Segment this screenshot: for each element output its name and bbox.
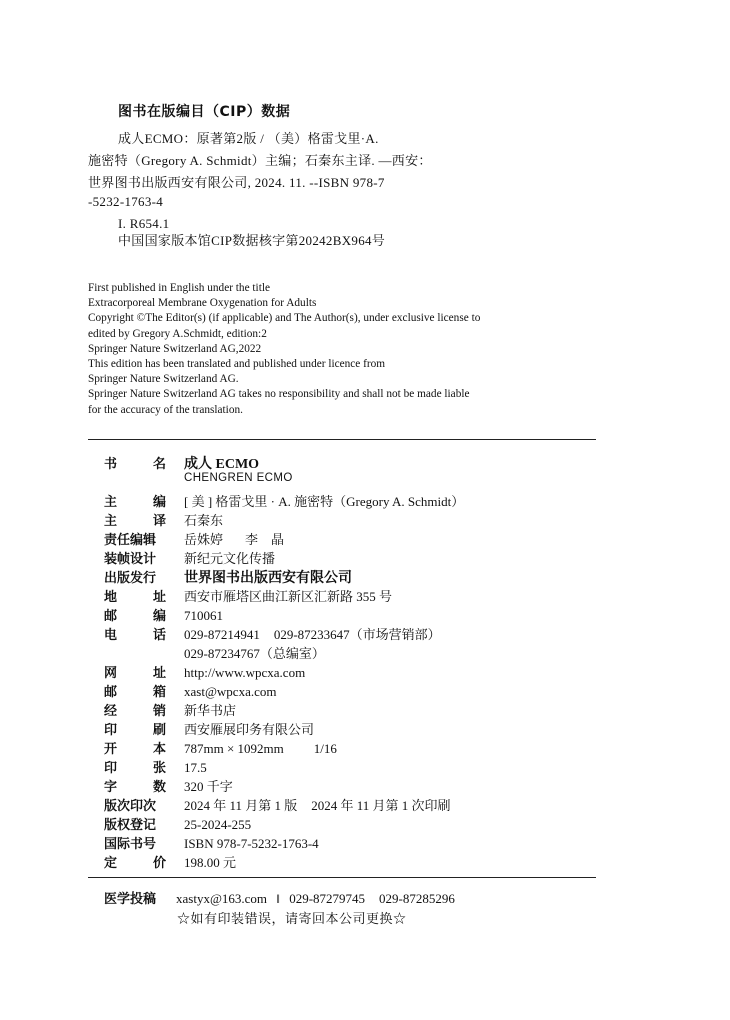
info-label: 电 话 (104, 628, 166, 643)
cip-classification: I. R654.1 (118, 216, 170, 231)
info-label: 开 本 (104, 742, 166, 757)
info-row-copyright-reg (104, 814, 464, 833)
contribution-phone-2: 029-87285296 (379, 891, 455, 906)
info-row-phone-cont (104, 643, 464, 662)
edition-value: 2024 年 11 月第 1 版 (184, 798, 298, 813)
info-row-distributor (104, 700, 464, 719)
info-label: 经 销 (104, 704, 166, 719)
copyright-reg-value: 25-2024-255 (184, 817, 252, 832)
copyright-line: Extracorporeal Membrane Oxygenation for Adults (88, 297, 317, 310)
translator-value: 石秦东 (184, 513, 224, 528)
cip-title: 图书在版编目（CIP）数据 (118, 104, 291, 120)
info-row-sheets (104, 757, 464, 776)
copyright-line: Springer Nature Switzerland AG takes no responsibility and shall not be made liable (88, 388, 470, 401)
cip-line-2: 施密特（Gregory A. Schmidt）主编；石秦东主译. —西安： (88, 153, 432, 168)
info-label: 装帧设计 (104, 552, 157, 567)
info-row-isbn (104, 833, 464, 852)
address-value: 西安市雁塔区曲江新区汇新路 355 号 (184, 589, 393, 604)
info-row-printer (104, 719, 464, 738)
info-row-format (104, 738, 464, 757)
info-label: 字 数 (104, 780, 166, 795)
info-label: 邮 编 (104, 609, 166, 624)
info-label: 印 张 (104, 761, 166, 776)
info-row-address (104, 586, 464, 605)
contribution-row (104, 888, 455, 907)
sheets-value: 17.5 (184, 760, 207, 775)
responsible-editor-1: 岳姝婷 (184, 532, 224, 547)
contribution-phone-1: 029-87279745 (289, 891, 366, 906)
copyright-line: for the accuracy of the translation. (88, 403, 243, 416)
info-row-words (104, 776, 464, 795)
info-row-title (104, 453, 464, 472)
info-row-postcode (104, 605, 464, 624)
info-row-publisher (104, 567, 464, 586)
info-label: 网 址 (104, 666, 166, 681)
contribution-label: 医学投稿 (104, 892, 157, 907)
responsible-editor-2: 李 晶 (245, 532, 285, 547)
book-title: 成人 ECMO (184, 457, 260, 472)
words-value: 320 千字 (184, 779, 233, 794)
info-row-email (104, 681, 464, 700)
info-label: 出版发行 (104, 571, 157, 586)
info-label: 版权登记 (104, 818, 157, 833)
divider-bottom (88, 877, 596, 878)
copyright-line: Copyright ©The Editor(s) (if applicable) and The Author(s), under exclusive license to (88, 312, 481, 325)
format-fold: 1/16 (313, 741, 337, 756)
info-row-pinyin (104, 472, 464, 491)
info-label: 主 编 (104, 495, 166, 510)
info-row-translator (104, 510, 464, 529)
info-row-price (104, 852, 464, 871)
isbn-value: ISBN 978-7-5232-1763-4 (184, 836, 319, 851)
copyright-line: First published in English under the title (88, 282, 270, 294)
postcode-value: 710061 (184, 608, 223, 623)
info-label: 定 价 (104, 856, 166, 871)
email-link[interactable]: xast@wpcxa.com (184, 684, 277, 699)
info-row-responsible-editor (104, 529, 464, 548)
design-value: 新纪元文化传播 (184, 551, 276, 566)
info-label: 版次印次 (104, 799, 157, 814)
price-value: 198.00 元 (184, 855, 237, 870)
divider-top (88, 439, 596, 440)
website-link[interactable]: http://www.wpcxa.com (184, 665, 306, 680)
info-label: 印 刷 (104, 723, 166, 738)
info-label: 国际书号 (104, 837, 157, 852)
contribution-separator: ‖ (276, 891, 280, 906)
book-title-pinyin: CHENGREN ECMO (184, 472, 293, 484)
copyright-line: This edition has been translated and published under licence from (88, 358, 386, 371)
info-label: 地 址 (104, 590, 166, 605)
distributor-value: 新华书店 (184, 703, 237, 718)
info-label: 邮 箱 (104, 685, 166, 700)
book-info-table (104, 453, 464, 871)
printer-value: 西安雁展印务有限公司 (184, 722, 315, 737)
info-label: 书 名 (104, 457, 166, 472)
info-row-design (104, 548, 464, 567)
cip-record-number: 中国国家版本馆CIP数据核字第20242BX964号 (118, 233, 386, 248)
format-size: 787mm × 1092mm (184, 741, 284, 756)
info-row-editor (104, 491, 464, 510)
publisher-value: 世界图书出版西安有限公司 (184, 571, 352, 586)
copyright-block (88, 281, 608, 418)
reprint-notice: ☆如有印装错误，请寄回本公司更换☆ (177, 911, 407, 926)
cip-line-1: 成人ECMO：原著第2版 / （美）格雷戈里·A. (118, 131, 379, 146)
cip-line-3: 世界图书出版西安有限公司, 2024. 11. --ISBN 978-7 (88, 175, 385, 190)
info-label: 责任编辑 (104, 533, 157, 548)
copyright-line: edited by Gregory A.Schmidt, edition:2 (88, 327, 267, 340)
info-row-website (104, 662, 464, 681)
printing-value: 2024 年 11 月第 1 次印刷 (311, 798, 451, 813)
copyright-line: Springer Nature Switzerland AG. (88, 373, 239, 386)
phone-value-3: 029-87234767（总编室） (184, 646, 325, 661)
info-label: 主 译 (104, 514, 166, 529)
info-row-phone (104, 624, 464, 643)
cip-line-4: -5232-1763-4 (88, 194, 164, 209)
editor-value: [ 美 ] 格雷戈里 · A. 施密特（Gregory A. Schmidt） (184, 494, 465, 509)
phone-value-2: 029-87233647（市场营销部） (273, 627, 441, 642)
contribution-email[interactable]: xastyx@163.com (176, 891, 268, 906)
phone-value-1: 029-87214941 (184, 627, 260, 642)
copyright-line: Springer Nature Switzerland AG,2022 (88, 342, 262, 355)
info-row-edition (104, 795, 464, 814)
